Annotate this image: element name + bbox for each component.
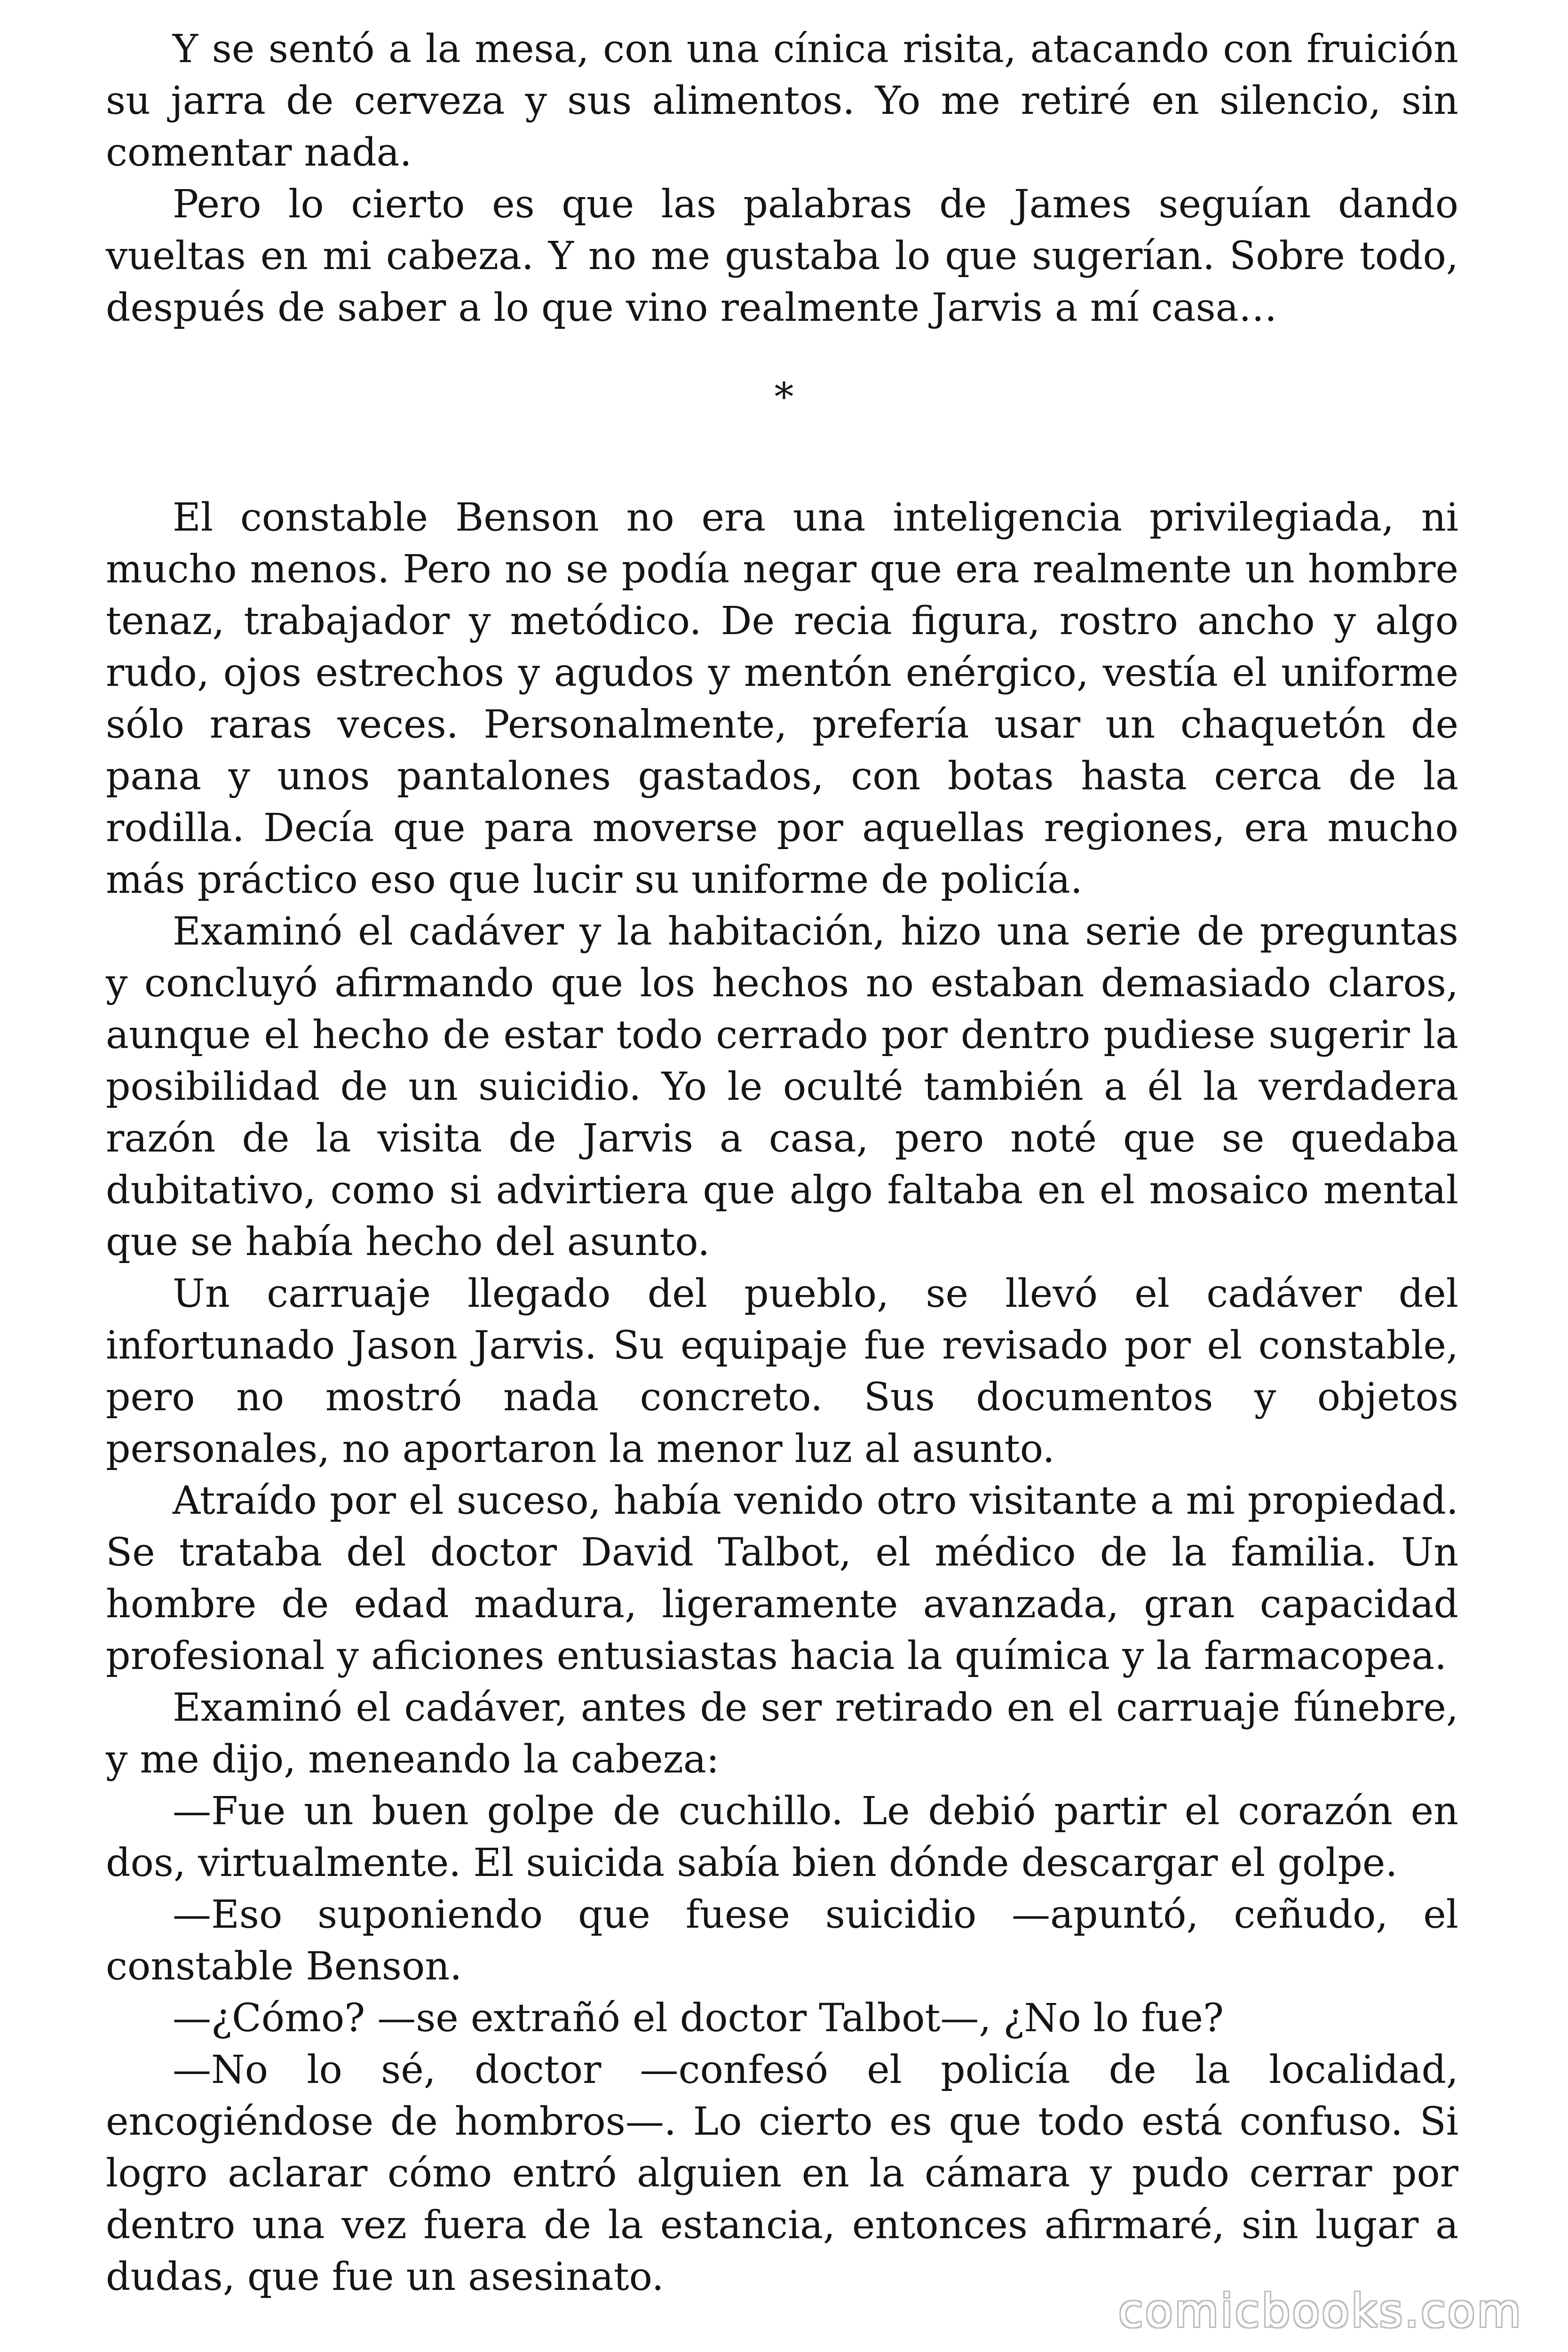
paragraph: Examinó el cadáver, antes de ser retirado en el carruaje fúnebre, y me dijo, meneando la cabeza: [106,1685,1458,1782]
section-separator: * [774,375,794,420]
paragraph: Atraído por el suceso, había venido otro visitante a mi propiedad. Se trataba del doctor David Talbot, el médico de la familia. Un hombre de edad madura, ligeramente avanzada, gran capacidad profesional y aficiones entusiastas hacia la química y la farmacopea. [106,1478,1458,1678]
paragraph: Pero lo cierto es que las palabras de James seguían dando vueltas en mi cabeza. Y no me gustaba lo que sugerían. Sobre todo, después de saber a lo que vino realmente Jarvis a mí casa… [106,182,1458,330]
text-section-top [106,24,1458,334]
text-section-main [106,492,1458,2303]
dialogue-line: —No lo sé, doctor —confesó el policía de la localidad, encogiéndose de hombros—. Lo cierto es que todo está confuso. Si logro aclarar cómo entró alguien en la cámara y pudo cerrar por dentro una vez fuera de la estancia, entonces afirmaré, sin lugar a dudas, que fue un asesinato. [106,2048,1458,2299]
paragraph: Un carruaje llegado del pueblo, se llevó el cadáver del infortunado Jason Jarvis. Su equipaje fue revisado por el constable, pero no mostró nada concreto. Sus documentos y objetos personales, no aportaron la menor luz al asunto. [106,1271,1458,1471]
paragraph: Examinó el cadáver y la habitación, hizo una serie de preguntas y concluyó afirmando que los hechos no estaban demasiado claros, aunque el hecho de estar todo cerrado por dentro pudiese sugerir la posibilidad de un suicidio. Yo le oculté también a él la verdadera razón de la visita de Jarvis a casa, pero noté que se quedaba dubitativo, como si advirtiera que algo faltaba en el mosaico mental que se había hecho del asunto. [106,909,1458,1264]
watermark: comicbooks.com [1118,2285,1523,2337]
paragraph: El constable Benson no era una inteligencia privilegiada, ni mucho menos. Pero no se podía negar que era realmente un hombre tenaz, trabajador y metódico. De recia figura, rostro ancho y algo rudo, ojos estrechos y agudos y mentón enérgico, vestía el uniforme sólo raras veces. Personalmente, prefería usar un chaquetón de pana y unos pantalones gastados, con botas hasta cerca de la rodilla. Decía que para moverse por aquellas regiones, era mucho más práctico eso que lucir su uniforme de policía. [106,495,1458,902]
dialogue-line: —¿Cómo? —se extrañó el doctor Talbot—, ¿No lo fue? [173,1996,1224,2041]
dialogue-line: —Fue un buen golpe de cuchillo. Le debió partir el corazón en dos, virtualmente. El suicida sabía bien dónde descargar el golpe. [106,1789,1458,1885]
dialogue-line: —Eso suponiendo que fuese suicidio —apuntó, ceñudo, el constable Benson. [106,1892,1458,1989]
paragraph: Y se sentó a la mesa, con una cínica risita, atacando con fruición su jarra de cerveza y sus alimentos. Yo me retiré en silencio, sin comentar nada. [106,27,1458,175]
